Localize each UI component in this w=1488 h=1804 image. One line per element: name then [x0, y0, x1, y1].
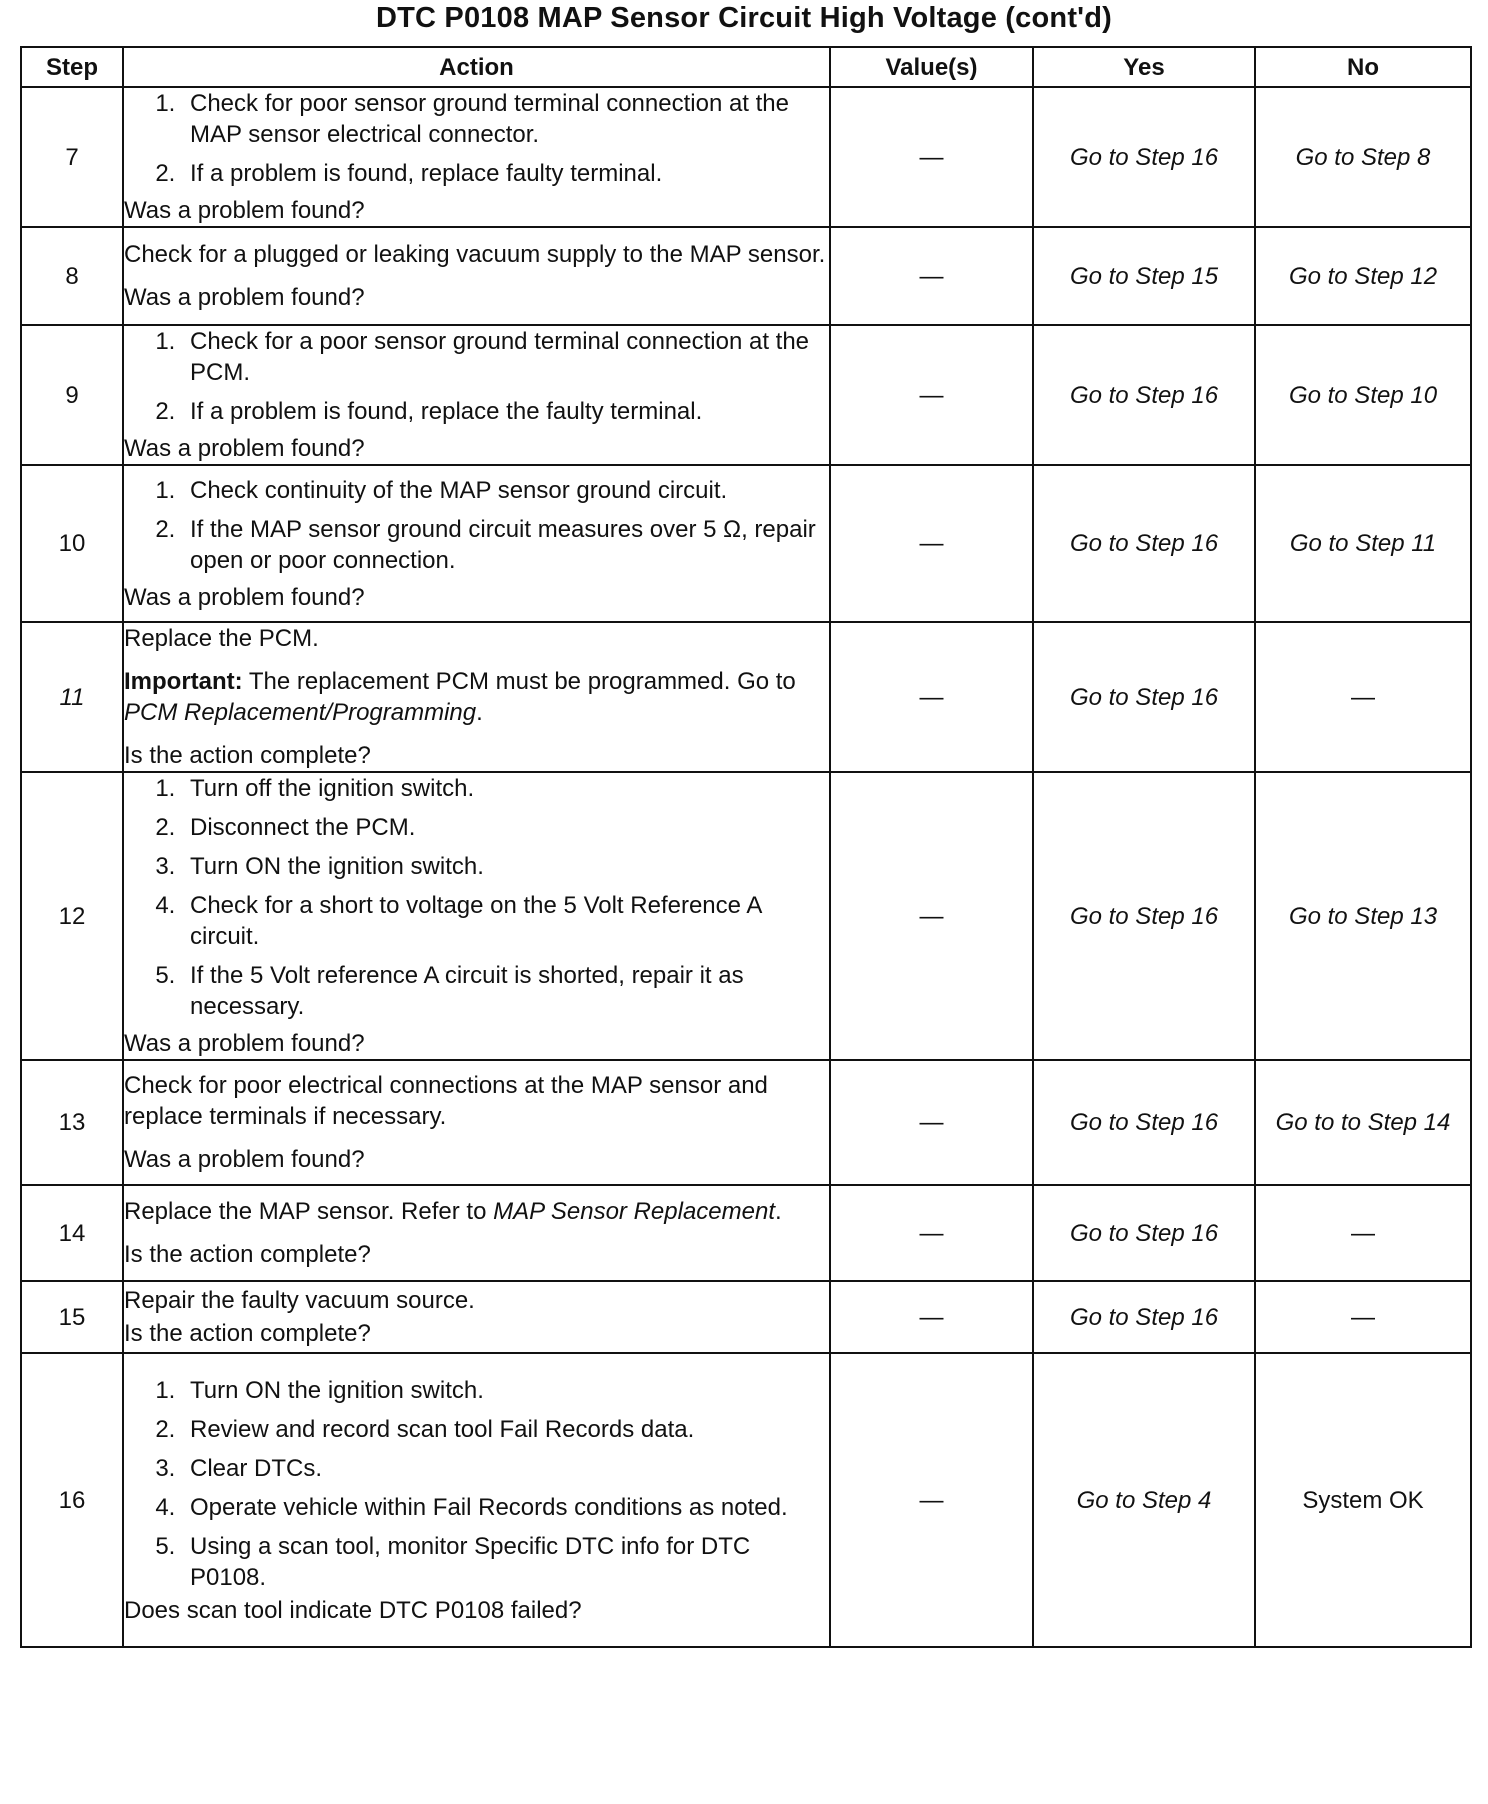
value-cell: —: [830, 325, 1033, 465]
action-question: Is the action complete?: [124, 742, 371, 769]
action-cell: [123, 1353, 830, 1647]
no-cell: Go to Step 12: [1255, 227, 1471, 325]
action-text: Repair the faulty vacuum source.: [124, 1287, 475, 1314]
yes-cell: Go to Step 16: [1033, 772, 1255, 1060]
table-row: [21, 1353, 1471, 1647]
action-question: Was a problem found?: [124, 197, 365, 224]
action-link[interactable]: MAP Sensor Replacement: [493, 1198, 775, 1225]
table-row: [21, 622, 1471, 772]
step-number: 8: [21, 227, 123, 325]
header-no: No: [1255, 47, 1471, 87]
step-number: 16: [21, 1353, 123, 1647]
action-item: 2. If a problem is found, replace the faulty terminal.: [182, 396, 829, 427]
action-question: Is the action complete?: [124, 1320, 371, 1347]
header-yes: Yes: [1033, 47, 1255, 87]
action-item: 1. Check continuity of the MAP sensor ground circuit.: [182, 475, 829, 506]
step-number: 15: [21, 1281, 123, 1353]
header-action: Action: [123, 47, 830, 87]
action-question: Was a problem found?: [124, 284, 365, 311]
no-cell: Go to to Step 14: [1255, 1060, 1471, 1185]
step-number: 9: [21, 325, 123, 465]
table-row: [21, 87, 1471, 227]
no-cell: —: [1255, 1185, 1471, 1281]
table-row: [21, 1281, 1471, 1353]
yes-cell: Go to Step 16: [1033, 622, 1255, 772]
important-note: [124, 666, 829, 728]
no-cell: Go to Step 11: [1255, 465, 1471, 622]
yes-cell: Go to Step 16: [1033, 465, 1255, 622]
table-row: [21, 465, 1471, 622]
value-cell: —: [830, 87, 1033, 227]
no-cell: System OK: [1255, 1353, 1471, 1647]
value-cell: —: [830, 1185, 1033, 1281]
action-text: Check for poor electrical connections at the MAP sensor and replace terminals if necessary.: [124, 1072, 768, 1130]
action-item: 2. Disconnect the PCM.: [182, 812, 829, 843]
table-row: [21, 227, 1471, 325]
table-row: [21, 325, 1471, 465]
action-cell: [123, 1060, 830, 1185]
action-cell: [123, 227, 830, 325]
yes-cell: Go to Step 16: [1033, 1185, 1255, 1281]
table-row: [21, 1060, 1471, 1185]
action-text: Check for a plugged or leaking vacuum supply to the MAP sensor.: [124, 241, 826, 268]
header-value: Value(s): [830, 47, 1033, 87]
action-item: 3. Clear DTCs.: [182, 1453, 829, 1484]
no-cell: Go to Step 13: [1255, 772, 1471, 1060]
action-item: 3. Turn ON the ignition switch.: [182, 851, 829, 882]
important-text: The replacement PCM must be programmed. Go to: [248, 668, 796, 695]
action-cell: [123, 772, 830, 1060]
action-item: 4. Check for a short to voltage on the 5 Volt Reference A circuit.: [182, 890, 829, 952]
no-cell: Go to Step 10: [1255, 325, 1471, 465]
action-question: Does scan tool indicate DTC P0108 failed?: [124, 1596, 582, 1624]
value-cell: —: [830, 465, 1033, 622]
page-title: DTC P0108 MAP Sensor Circuit High Voltage (cont'd): [375, 2, 1113, 34]
no-cell: —: [1255, 1281, 1471, 1353]
action-text: Replace the PCM.: [124, 625, 319, 652]
table-row: [21, 1185, 1471, 1281]
action-text: [124, 1196, 829, 1227]
action-cell: [123, 1185, 830, 1281]
action-item: 4. Operate vehicle within Fail Records conditions as noted.: [182, 1492, 829, 1523]
action-item: 2. If a problem is found, replace faulty terminal.: [182, 158, 829, 189]
value-cell: —: [830, 1281, 1033, 1353]
action-list: [124, 326, 829, 427]
important-label: Important:: [124, 668, 243, 695]
value-cell: —: [830, 1060, 1033, 1185]
action-list: [124, 475, 829, 576]
step-number: 14: [21, 1185, 123, 1281]
diagnostic-table: [20, 46, 1472, 1648]
value-cell: —: [830, 772, 1033, 1060]
action-item: 1. Check for poor sensor ground terminal connection at the MAP sensor electrical connector.: [182, 88, 829, 150]
action-text-end: .: [775, 1198, 782, 1225]
action-list: [124, 773, 829, 1022]
action-question: Was a problem found?: [124, 1146, 365, 1173]
action-list: [124, 1375, 829, 1593]
step-number: 11: [21, 622, 123, 772]
header-step: Step: [21, 47, 123, 87]
yes-cell: Go to Step 4: [1033, 1353, 1255, 1647]
action-item: 5. Using a scan tool, monitor Specific DTC info for DTC P0108.: [182, 1531, 829, 1593]
action-question: Was a problem found?: [124, 1030, 365, 1057]
action-list: [124, 88, 829, 189]
value-cell: —: [830, 622, 1033, 772]
action-item: 2. Review and record scan tool Fail Records data.: [182, 1414, 829, 1445]
action-item: 2. If the MAP sensor ground circuit measures over 5 Ω, repair open or poor connection.: [182, 514, 829, 576]
action-item: 1. Turn off the ignition switch.: [182, 773, 829, 804]
yes-cell: Go to Step 16: [1033, 87, 1255, 227]
action-item: 1. Turn ON the ignition switch.: [182, 1375, 829, 1406]
action-question: Was a problem found?: [124, 435, 365, 462]
action-item: 5. If the 5 Volt reference A circuit is shorted, repair it as necessary.: [182, 960, 829, 1022]
important-end: .: [476, 699, 483, 726]
yes-cell: Go to Step 16: [1033, 325, 1255, 465]
table-header-row: [21, 47, 1471, 87]
action-question: Was a problem found?: [124, 583, 365, 611]
step-number: 12: [21, 772, 123, 1060]
important-link[interactable]: PCM Replacement/Programming: [124, 699, 477, 726]
action-cell: [123, 622, 830, 772]
yes-cell: Go to Step 16: [1033, 1060, 1255, 1185]
action-cell: [123, 325, 830, 465]
value-cell: —: [830, 227, 1033, 325]
action-cell: [123, 87, 830, 227]
yes-cell: Go to Step 16: [1033, 1281, 1255, 1353]
action-cell: [123, 1281, 830, 1353]
action-item: 1. Check for a poor sensor ground terminal connection at the PCM.: [182, 326, 829, 388]
value-cell: —: [830, 1353, 1033, 1647]
table-row: [21, 772, 1471, 1060]
action-text-lead: Replace the MAP sensor. Refer to: [124, 1198, 487, 1225]
step-number: 7: [21, 87, 123, 227]
yes-cell: Go to Step 15: [1033, 227, 1255, 325]
step-number: 10: [21, 465, 123, 622]
no-cell: —: [1255, 622, 1471, 772]
action-cell: [123, 465, 830, 622]
step-number: 13: [21, 1060, 123, 1185]
no-cell: Go to Step 8: [1255, 87, 1471, 227]
action-question: Is the action complete?: [124, 1241, 371, 1268]
